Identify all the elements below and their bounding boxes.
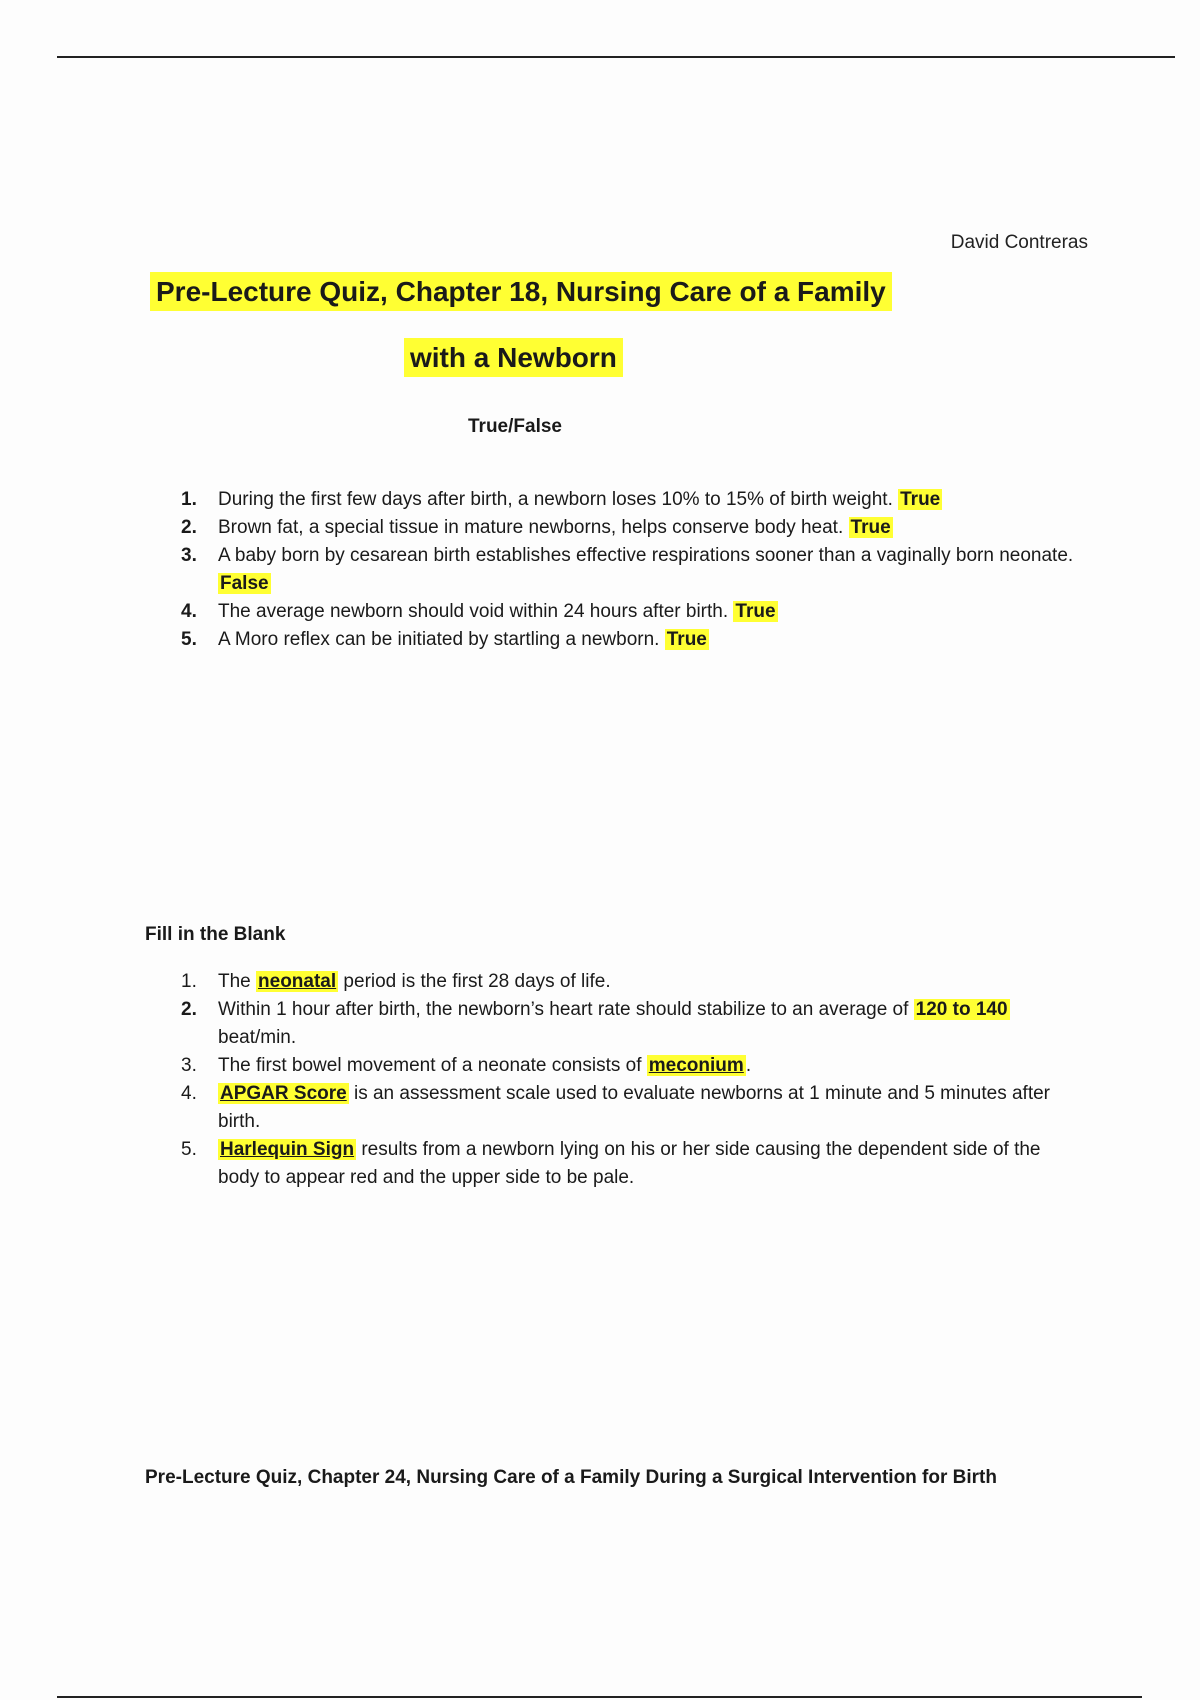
question-text-after: . — [745, 1055, 752, 1076]
fill-blank-heading: Fill in the Blank — [145, 924, 286, 945]
item-number: 3. — [181, 1055, 197, 1076]
question-text: A Moro reflex can be initiated by startling a newborn. — [218, 629, 665, 650]
answer-highlight: True — [735, 601, 776, 622]
question-text-before: The — [218, 971, 257, 992]
question-text-after: results from a newborn lying on his or her side causing the dependent side of the body to appear red and the upper side to be pale. — [218, 1139, 1041, 1188]
item-number: 2. — [181, 517, 197, 538]
list-item — [181, 486, 1081, 514]
list-item — [181, 542, 1081, 598]
question-text-after: period is the first 28 days of life. — [338, 971, 611, 992]
item-number: 5. — [181, 629, 197, 650]
list-item — [181, 1052, 1081, 1080]
question-text-before: Within 1 hour after birth, the newborn’s heart rate should stabilize to an average of — [218, 999, 914, 1020]
question-text-after: beat/min. — [218, 1027, 297, 1048]
top-rule — [57, 56, 1175, 58]
list-item — [181, 1080, 1081, 1136]
item-number: 2. — [181, 999, 197, 1020]
fill-blank-list — [181, 968, 1081, 1192]
answer-highlight: APGAR Score — [220, 1083, 347, 1104]
question-text-after: is an assessment scale used to evaluate newborns at 1 minute and 5 minutes after birth. — [218, 1083, 1050, 1132]
answer-highlight: True — [666, 629, 707, 650]
page-title-highlight-2: with a Newborn — [404, 338, 623, 377]
page-title-line-2 — [404, 342, 623, 374]
answer-highlight: True — [900, 489, 941, 510]
question-text: The average newborn should void within 24 hours after birth. — [218, 601, 734, 622]
page-title-highlight-1: Pre-Lecture Quiz, Chapter 18, Nursing Care of a Family — [150, 272, 892, 311]
chapter-24-heading: Pre-Lecture Quiz, Chapter 24, Nursing Care of a Family During a Surgical Intervention for Birth — [145, 1467, 997, 1488]
list-item — [181, 1136, 1081, 1192]
item-number: 1. — [181, 489, 197, 510]
list-item — [181, 626, 1081, 654]
item-number: 4. — [181, 1083, 197, 1104]
answer-highlight: meconium — [648, 1055, 744, 1076]
list-item — [181, 598, 1081, 626]
list-item — [181, 514, 1081, 542]
question-text-before: The first bowel movement of a neonate consists of — [218, 1055, 647, 1076]
question-text: A baby born by cesarean birth establishes effective respirations sooner than a vaginally born neonate. — [218, 545, 1074, 566]
answer-highlight: Harlequin Sign — [220, 1139, 355, 1160]
list-item — [181, 968, 1081, 996]
list-item — [181, 996, 1081, 1052]
question-text: Brown fat, a special tissue in mature newborns, helps conserve body heat. — [218, 517, 849, 538]
item-number: 4. — [181, 601, 197, 622]
page-title-line-1 — [150, 276, 892, 308]
author-name: David Contreras — [950, 232, 1088, 253]
item-number: 1. — [181, 971, 197, 992]
true-false-list — [181, 486, 1081, 654]
bottom-rule — [57, 1696, 1142, 1698]
question-text: During the first few days after birth, a newborn loses 10% to 15% of birth weight. — [218, 489, 899, 510]
answer-highlight: neonatal — [258, 971, 337, 992]
answer-highlight: 120 to 140 — [915, 999, 1008, 1020]
answer-highlight: True — [850, 517, 891, 538]
item-number: 5. — [181, 1139, 197, 1160]
answer-highlight: False — [220, 573, 269, 594]
true-false-heading: True/False — [468, 416, 562, 437]
item-number: 3. — [181, 545, 197, 566]
